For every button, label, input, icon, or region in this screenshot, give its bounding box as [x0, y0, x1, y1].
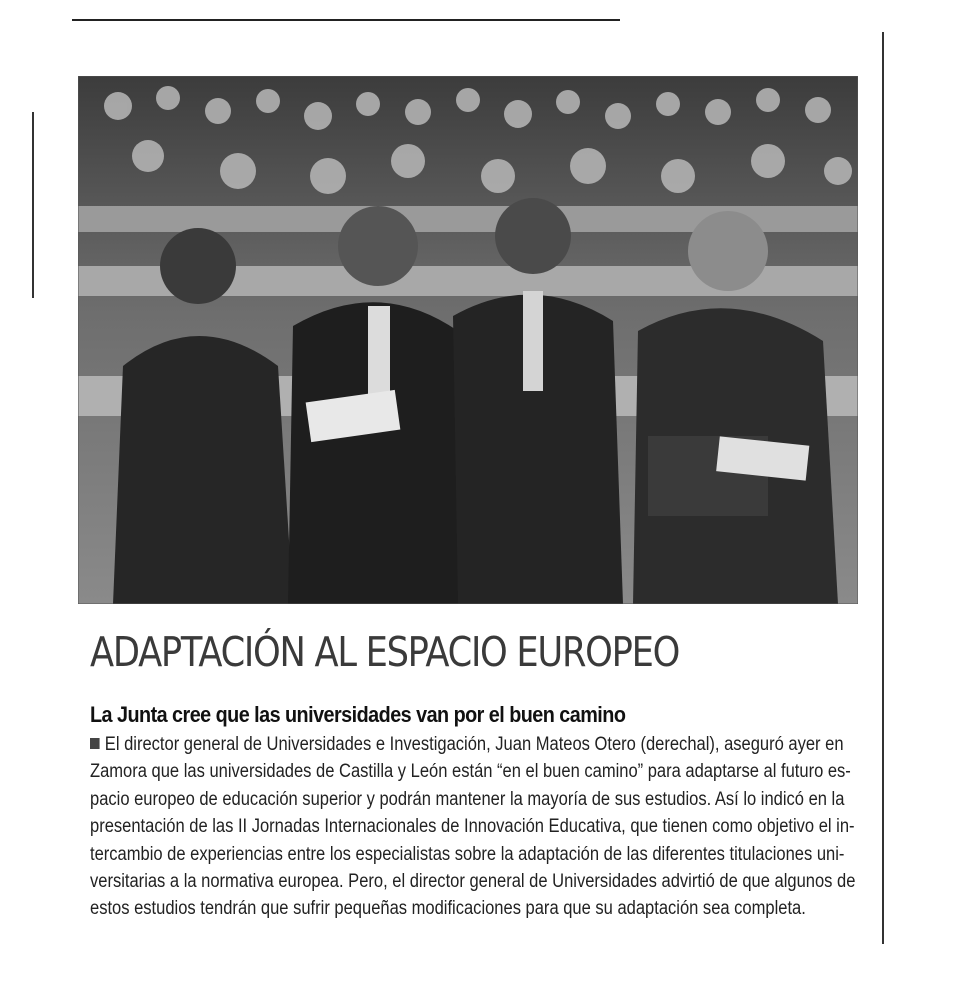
body-line: pacio europeo de educación superior y podrán mantener la mayoría de sus estudios. Así lo indicó en la	[90, 788, 845, 810]
body-line: versitarias a la normativa europea. Pero, el director general de Universidades advirtió de que algunos de	[90, 871, 856, 893]
subheadline: La Junta cree que las universidades van por el buen camino	[90, 702, 626, 727]
article-body	[90, 731, 873, 923]
headline: ADAPTACIÓN AL ESPACIO EUROPEO	[90, 628, 680, 676]
top-rule	[72, 19, 620, 21]
square-bullet-icon	[90, 738, 100, 749]
column-rule-left	[32, 112, 34, 298]
news-photo	[78, 76, 858, 604]
body-line: Zamora que las universidades de Castilla y León están “en el buen camino” para adaptarse al futuro es-	[90, 761, 851, 783]
auditorium-photo	[78, 76, 858, 604]
body-line: El director general de Universidades e Investigación, Juan Mateos Otero (derechal), aseguró ayer en	[90, 731, 873, 758]
body-line: tercambio de experiencias entre los especialistas sobre la adaptación de las diferentes titulaciones uni-	[90, 843, 845, 865]
column-rule-right	[882, 32, 884, 944]
body-line: presentación de las II Jornadas Internacionales de Innovación Educativa, que tienen como objetivo el in-	[90, 816, 855, 838]
body-line: estos estudios tendrán que sufrir pequeñas modificaciones para que su adaptación sea completa.	[90, 898, 806, 920]
